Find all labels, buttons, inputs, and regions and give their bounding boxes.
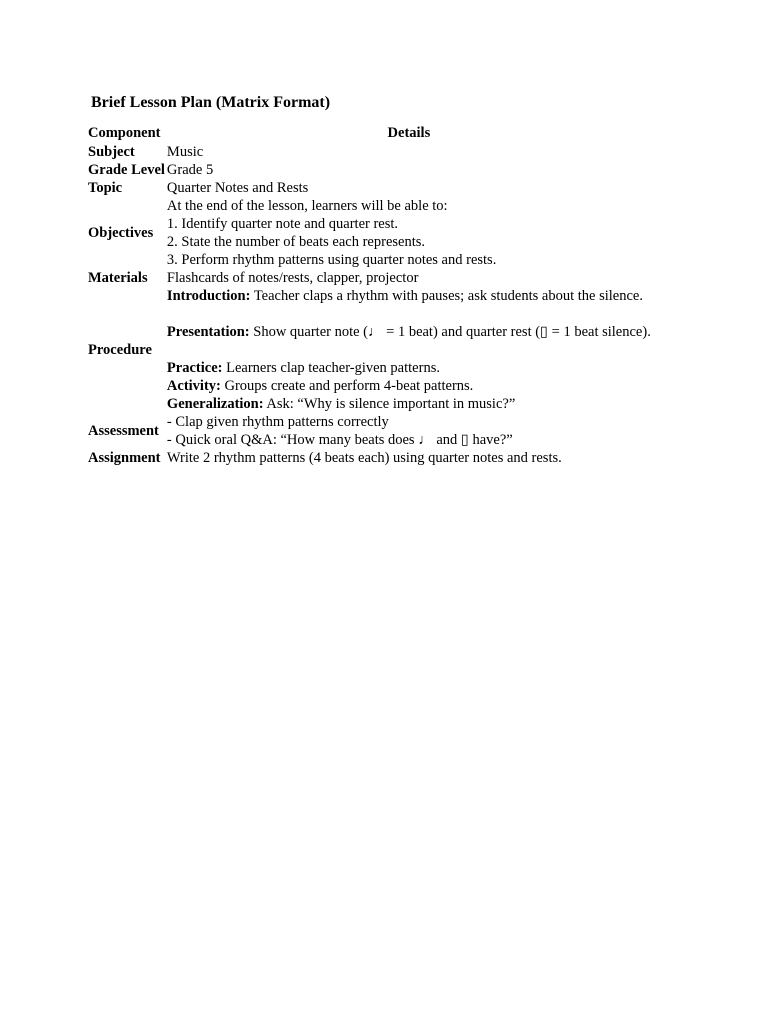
procedure-generalization-text: Ask: “Why is silence important in music?” [263,396,516,412]
header-component: Component [88,125,161,141]
procedure-gap [167,305,651,323]
row-value-subject: Music [166,144,204,160]
row-label-subject: Subject [88,144,135,160]
row-value-procedure [166,287,652,413]
document-title: Brief Lesson Plan (Matrix Format) [91,94,331,111]
table-row-materials [87,269,652,287]
procedure-generalization [167,395,651,413]
assessment-item-2: - Quick oral Q&A: “How many beats does ♩ and ▯ have?” [166,432,513,448]
row-value-topic: Quarter Notes and Rests [166,180,309,196]
table-row-assessment [87,413,652,449]
row-value-assessment [166,413,652,449]
row-value-objectives [166,197,652,269]
procedure-presentation-text: Show quarter note (♩ = 1 beat) and quarter rest (▯ = 1 beat silence). [249,324,651,340]
row-label-materials: Materials [88,270,148,286]
row-label-assignment: Assignment [88,450,161,466]
procedure-introduction [167,287,651,305]
procedure-gap [167,341,651,359]
header-details: Details [387,125,431,141]
row-label-procedure: Procedure [88,342,152,358]
row-value-assignment: Write 2 rhythm patterns (4 beats each) using quarter notes and rests. [166,450,562,466]
objectives-intro-line: At the end of the lesson, learners will be able to: [166,198,448,214]
row-label-topic: Topic [88,180,123,196]
procedure-presentation [167,323,651,341]
row-label-objectives: Objectives [88,225,154,241]
procedure-activity [167,377,651,395]
assessment-item-1: - Clap given rhythm patterns correctly [166,414,389,430]
procedure-presentation-term: Presentation: [166,324,250,340]
table-row-procedure [87,287,652,413]
objective-item-3: 3. Perform rhythm patterns using quarter notes and rests. [166,252,497,268]
lesson-plan-table [87,123,652,467]
objective-item-1: 1. Identify quarter note and quarter rest. [166,216,399,232]
table-row-objectives [87,197,652,269]
row-label-assessment: Assessment [88,423,159,439]
row-label-grade-level: Grade Level [88,162,165,178]
objective-item-2: 2. State the number of beats each represents. [166,234,426,250]
procedure-practice-text: Learners clap teacher-given patterns. [222,360,440,376]
table-header-row [87,123,652,143]
table-row-subject [87,143,652,161]
procedure-introduction-text: Teacher claps a rhythm with pauses; ask students about the silence. [250,288,643,304]
procedure-introduction-term: Introduction: [166,288,251,304]
table-row-grade-level [87,161,652,179]
procedure-practice [167,359,651,377]
procedure-activity-text: Groups create and perform 4-beat patterns. [220,378,474,394]
procedure-practice-term: Practice: [166,360,223,376]
procedure-generalization-term: Generalization: [166,396,264,412]
procedure-activity-term: Activity: [166,378,221,394]
table-row-topic [87,179,652,197]
row-value-materials: Flashcards of notes/rests, clapper, projector [166,270,419,286]
row-value-grade-level: Grade 5 [166,162,214,178]
table-row-assignment [87,449,652,467]
